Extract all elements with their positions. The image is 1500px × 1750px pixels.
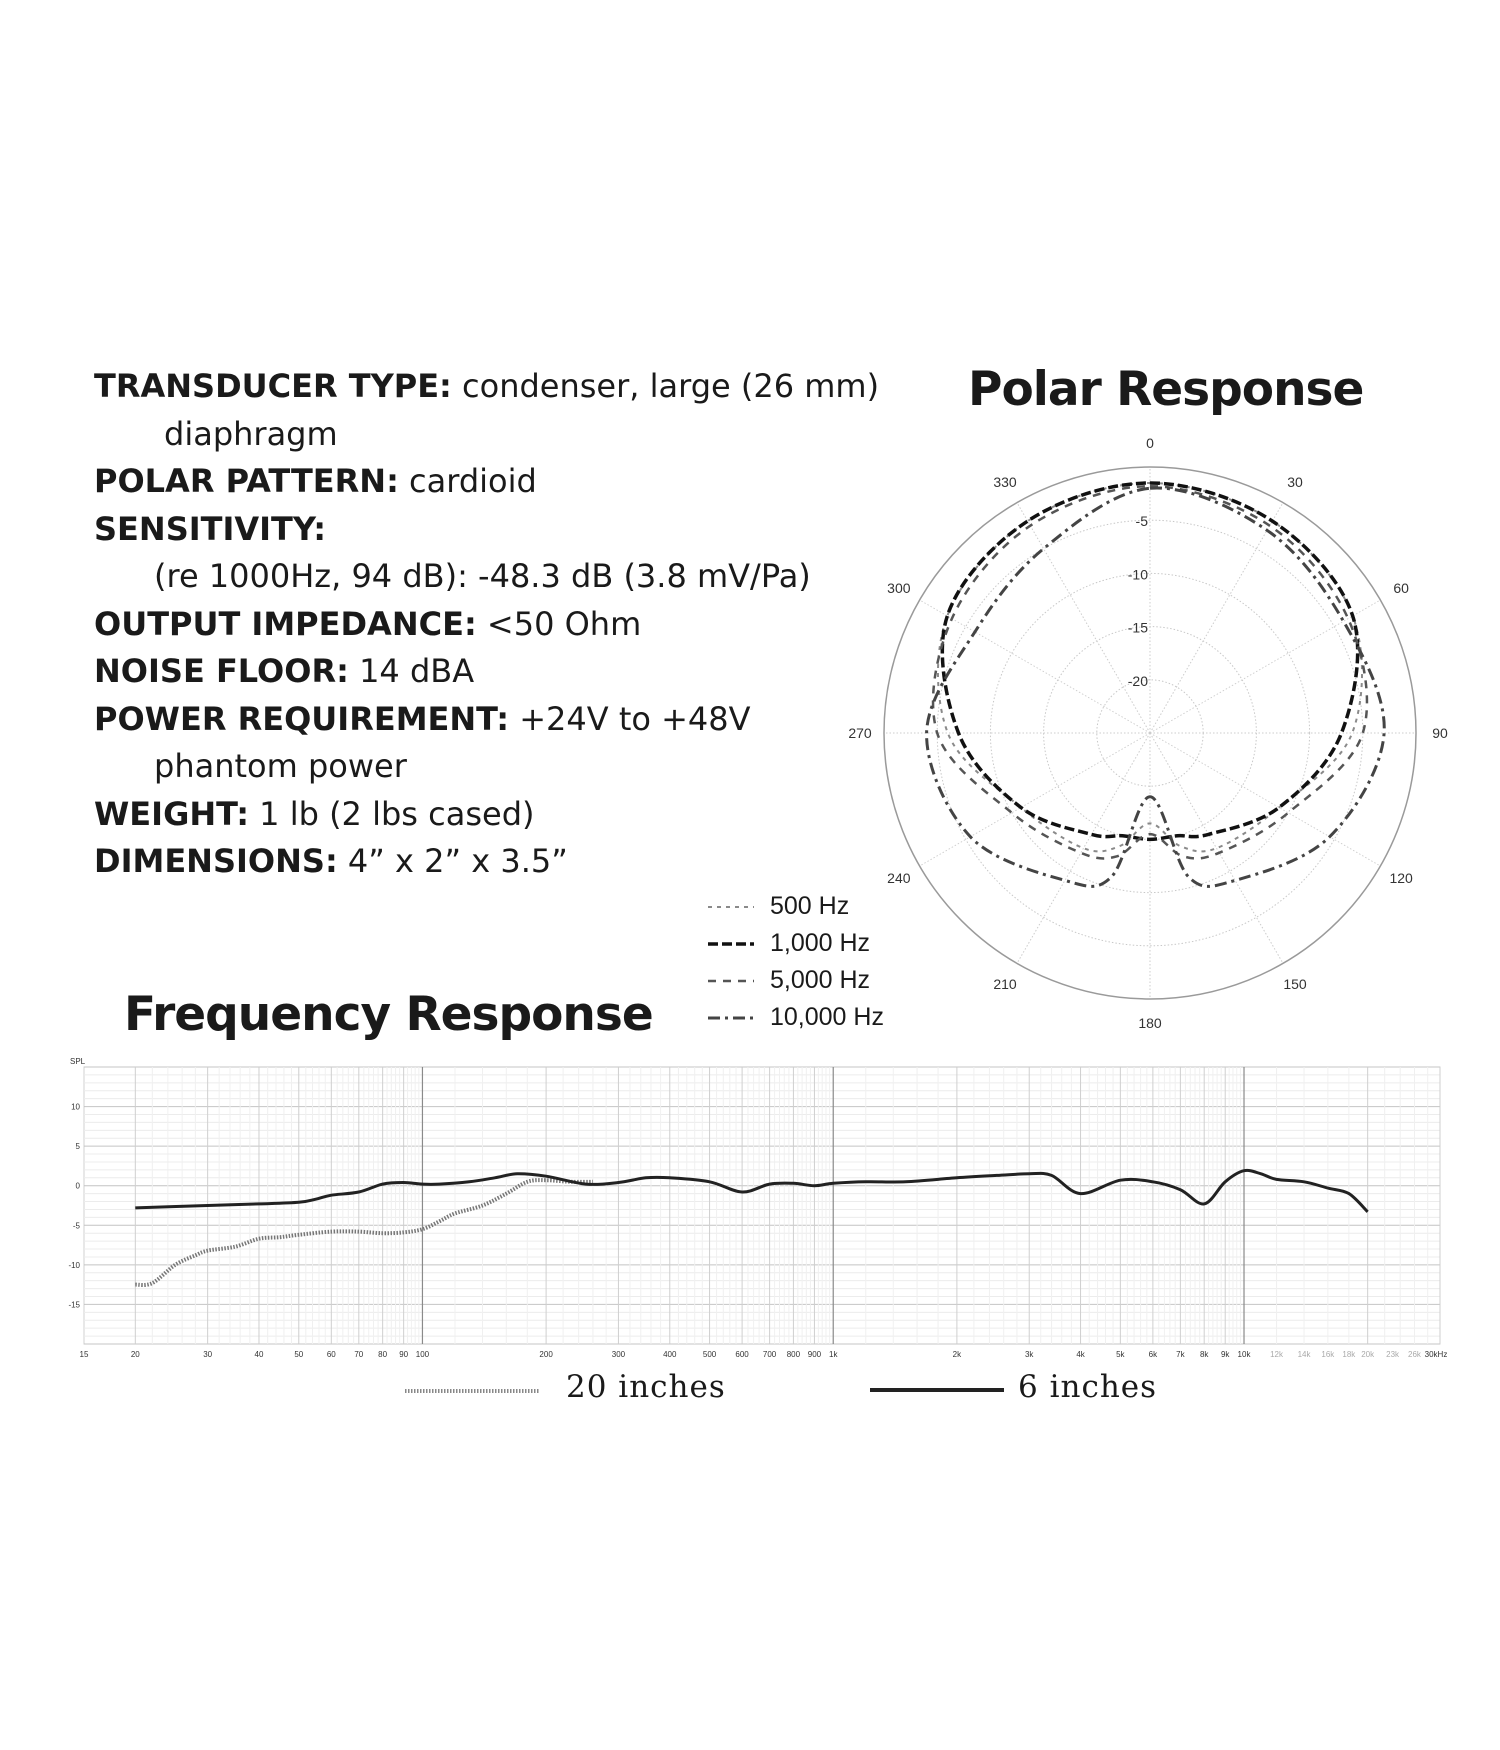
polar-angle-tick-label: 150 [1283, 976, 1307, 993]
polar-chart [820, 420, 1500, 1040]
polar-spoke [1150, 733, 1283, 963]
legend-label-20-inches: 20 inches [566, 1369, 726, 1405]
spec-weight: WEIGHT: 1 lb (2 lbs cased) [94, 794, 535, 833]
legend-label-5000hz: 5,000 Hz [770, 966, 871, 994]
polar-spoke [1150, 733, 1380, 866]
freq-x-tick-label: 20k [1361, 1350, 1375, 1359]
polar-angle-tick-label: 300 [887, 580, 911, 596]
polar-radial-tick-label: -15 [1127, 619, 1148, 636]
polar-angle-tick-label: 180 [1138, 1015, 1162, 1031]
legend-label-6-inches: 6 inches [1018, 1369, 1158, 1405]
freq-x-tick-label: 4k [1076, 1350, 1085, 1359]
polar-spoke [920, 733, 1150, 866]
freq-x-tick-label: 7k [1176, 1350, 1185, 1359]
freq-x-tick-label: 600 [735, 1350, 749, 1359]
freq-x-tick-label: 100 [415, 1350, 430, 1359]
spec-list [94, 363, 894, 886]
frequency-legend [0, 1365, 1500, 1415]
spec-power-requirement-cont: phantom power [154, 747, 407, 785]
spec-noise-floor: NOISE FLOOR: 14 dBA [94, 652, 475, 690]
spec-sensitivity-cont: (re 1000Hz, 94 dB): -48.3 dB (3.8 mV/Pa) [154, 557, 811, 595]
freq-x-tick-label: 80 [378, 1350, 388, 1359]
freq-y-tick-label: 10 [71, 1102, 80, 1112]
legend-label-10000hz: 10,000 Hz [770, 1003, 884, 1031]
freq-x-tick-label: 5k [1116, 1350, 1125, 1359]
freq-x-tick-label: 2k [952, 1350, 962, 1359]
spec-transducer-type: TRANSDUCER TYPE: condenser, large (26 mm) [94, 367, 880, 405]
frequency-chart [0, 1050, 1500, 1360]
freq-ylabel: SPL [70, 1057, 86, 1066]
freq-x-tick-label: 700 [762, 1350, 777, 1359]
spec-transducer-type-cont: diaphragm [164, 414, 338, 453]
legend-label-1000hz: 1,000 Hz [770, 929, 871, 957]
freq-y-tick-label: -5 [72, 1221, 80, 1231]
legend-item-1000hz [706, 925, 884, 962]
freq-y-tick-label: -10 [68, 1260, 80, 1270]
polar-angle-tick-label: 30 [1287, 473, 1303, 490]
freq-x-tick-label: 200 [539, 1350, 553, 1359]
polar-radial-tick-label: -20 [1127, 672, 1148, 689]
legend-swatch-10000hz [706, 1013, 756, 1023]
freq-x-tick-label: 800 [786, 1350, 801, 1359]
polar-spoke [920, 600, 1150, 733]
freq-x-tick-label: 20 [130, 1350, 140, 1359]
polar-radial-tick-label: -10 [1127, 566, 1148, 583]
spec-power-requirement: POWER REQUIREMENT: +24V to +48V [94, 699, 751, 738]
polar-legend [706, 888, 884, 1036]
polar-angle-tick-label: 270 [848, 725, 872, 741]
freq-x-tick-label: 90 [399, 1350, 409, 1359]
legend-swatch-5000hz [706, 976, 756, 986]
legend-swatch-20-inches [405, 1387, 545, 1395]
spec-polar-pattern: POLAR PATTERN: cardioid [94, 462, 537, 500]
legend-swatch-500hz [706, 902, 756, 912]
polar-angle-tick-label: 60 [1393, 580, 1409, 596]
freq-x-tick-label: 12k [1270, 1350, 1283, 1359]
freq-y-tick-label: 5 [75, 1142, 80, 1152]
polar-angle-tick-label: 240 [887, 870, 911, 886]
freq-x-tick-label: 18k [1342, 1350, 1356, 1359]
freq-x-tick-label: 14k [1297, 1350, 1311, 1359]
freq-x-tick-label: 30 [203, 1350, 213, 1359]
freq-x-tick-label: 26k [1408, 1350, 1421, 1359]
spec-output-impedance: OUTPUT IMPEDANCE: <50 Ohm [94, 604, 642, 643]
freq-x-tick-label: 6k [1148, 1350, 1158, 1359]
polar-angle-tick-label: 0 [1146, 435, 1154, 451]
freq-y-tick-label: 0 [75, 1181, 80, 1191]
legend-swatch-1000hz [706, 939, 756, 949]
freq-x-tick-label: 16k [1321, 1350, 1335, 1359]
freq-x-tick-label: 900 [807, 1350, 822, 1359]
spec-dimensions: DIMENSIONS: 4” x 2” x 3.5” [94, 842, 568, 880]
freq-x-tick-label: 400 [663, 1350, 677, 1359]
polar-angle-tick-label: 90 [1432, 725, 1448, 741]
freq-x-tick-label: 40 [254, 1350, 264, 1359]
frequency-chart-title: Frequency Response [124, 987, 653, 1042]
freq-x-tick-label: 3k [1024, 1350, 1034, 1359]
freq-x-tick-label: 9k [1220, 1350, 1230, 1359]
freq-x-tick-label: 500 [702, 1350, 717, 1359]
legend-item-5000hz [706, 962, 884, 999]
polar-angle-tick-label: 120 [1389, 870, 1413, 886]
freq-x-tick-label: 50 [294, 1350, 304, 1359]
polar-angle-tick-label: 330 [993, 473, 1017, 490]
freq-x-tick-label: 23k [1386, 1350, 1400, 1359]
polar-spoke [1150, 503, 1283, 733]
freq-x-tick-label: 1k [829, 1350, 838, 1359]
polar-spoke [1017, 503, 1150, 733]
freq-x-tick-label: 70 [354, 1350, 364, 1359]
legend-swatch-6-inches [870, 1386, 1010, 1394]
freq-x-tick-label: 30kHz [1424, 1350, 1448, 1359]
freq-x-tick-label: 15 [79, 1350, 89, 1359]
spec-sensitivity: SENSITIVITY: [94, 509, 327, 548]
polar-spoke [1150, 600, 1380, 733]
freq-x-tick-label: 300 [611, 1350, 626, 1359]
legend-label-500hz: 500 Hz [770, 892, 850, 920]
legend-item-10000hz [706, 999, 884, 1036]
freq-x-tick-label: 8k [1199, 1350, 1209, 1359]
freq-x-tick-label: 10k [1237, 1350, 1251, 1359]
legend-item-500hz [706, 888, 884, 925]
freq-x-tick-label: 60 [326, 1350, 336, 1359]
polar-chart-title: Polar Response [968, 362, 1364, 417]
freq-y-tick-label: -15 [68, 1300, 80, 1310]
polar-angle-tick-label: 210 [993, 976, 1017, 993]
polar-radial-tick-label: -5 [1135, 513, 1148, 530]
